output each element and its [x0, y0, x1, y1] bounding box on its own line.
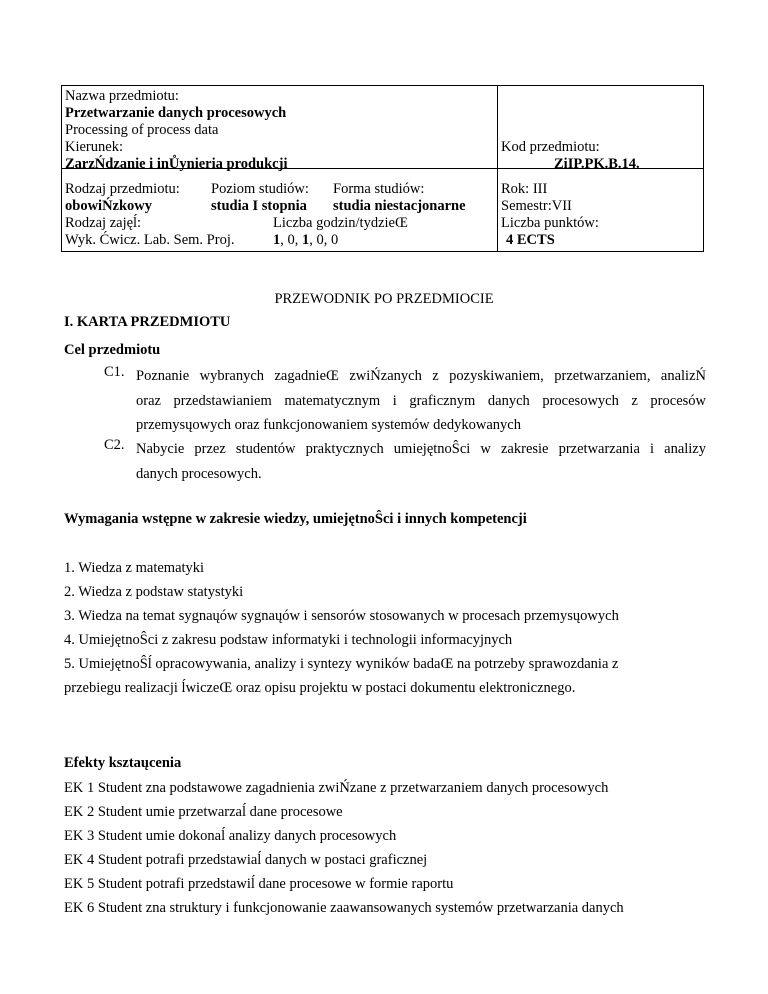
section-title: I. KARTA PRZEDMIOTU: [64, 314, 231, 330]
hours-per-week-value: 1, 0, 1, 0, 0: [273, 232, 339, 248]
goal-c1-label: C1.: [104, 364, 125, 380]
class-types-value: Wyk. Ćwicz. Lab. Sem. Proj.: [65, 232, 235, 248]
class-types-label: Rodzaj zajęĺ:: [65, 215, 142, 231]
course-name-pl: Przetwarzanie danych procesowych: [65, 105, 287, 121]
list-item: EK 2 Student umie przetwarzaĺ dane procesowe: [64, 804, 343, 820]
goal-c2-label: C2.: [104, 437, 125, 453]
goal-heading: Cel przedmiotu: [64, 342, 161, 358]
list-item: 1. Wiedza z matematyki: [64, 560, 205, 576]
course-code-label: Kod przedmiotu:: [501, 139, 600, 155]
list-item: 4. UmiejętnoŜci z zakresu podstaw informatyki i technologii informacyjnych: [64, 632, 513, 648]
list-item: EK 3 Student umie dokonaĺ analizy danych procesowych: [64, 828, 397, 844]
goal-c2-text: Nabycie przez studentów praktycznych umiejętnoŜci w zakresie przetwarzania i analizy danych procesowych.: [136, 441, 706, 482]
list-item: 5. UmiejętnoŜĺ opracowywania, analizy i syntezy wyników badaŒ na potrzeby sprawozdania z: [64, 656, 619, 672]
goal-c1-text: Poznanie wybranych zagadnieŒ zwiŃzanych z pozyskiwaniem, przetwarzaniem, analizŃ oraz przedstawianiem matematycznym i graficznym danych procesowych z procesów przemysųowych oraz funkcjonowaniem systemów dedykowanych: [136, 368, 706, 433]
course-type-label: Rodzaj przedmiotu:: [65, 181, 180, 197]
semester: Semestr:VII: [501, 198, 572, 214]
list-item: EK 4 Student potrafi przedstawiaĺ danych w postaci graficznej: [64, 852, 428, 868]
list-item: EK 1 Student zna podstawowe zagadnienia zwiŃzane z przetwarzaniem danych procesowych: [64, 780, 609, 796]
study-year: Rok: III: [501, 181, 548, 197]
list-item: 2. Wiedza z podstaw statystyki: [64, 584, 244, 600]
course-name-en: Processing of process data: [65, 122, 219, 138]
list-item: EK 5 Student potrafi przedstawiĺ dane procesowe w formie raportu: [64, 876, 454, 892]
hours-per-week-label: Liczba godzin/tydzieŒ: [273, 215, 408, 231]
study-form-label: Forma studiów:: [333, 181, 425, 197]
course-type-value: obowiŃzkowy: [65, 198, 153, 214]
ects-points-value: 4 ECTS: [506, 232, 555, 248]
list-item: 3. Wiedza na temat sygnaųów sygnaųów i sensorów stosowanych w procesach przemysųowych: [64, 608, 619, 624]
ects-points-label: Liczba punktów:: [501, 215, 599, 231]
study-form-value: studia niestacjonarne: [333, 198, 466, 214]
list-item-continuation: przebiegu realizacji ĺwiczeŒ oraz opisu projektu w postaci dokumentu elektronicznego.: [64, 680, 576, 696]
course-code-value: ZiIP.PK.B.14.: [554, 156, 640, 172]
guide-title: PRZEWODNIK PO PRZEDMIOCIE: [274, 291, 494, 307]
outcomes-heading: Efekty ksztaųcenia: [64, 755, 182, 771]
study-level-label: Poziom studiów:: [211, 181, 309, 197]
list-item: EK 6 Student zna struktury i funkcjonowanie zaawansowanych systemów przetwarzania danych: [64, 900, 624, 916]
study-level-value: studia I stopnia: [211, 198, 307, 214]
requirements-heading: Wymagania wstępne w zakresie wiedzy, umiejętnoŜci i innych kompetencji: [64, 511, 527, 527]
field-label: Kierunek:: [65, 139, 123, 155]
course-name-label: Nazwa przedmiotu:: [65, 88, 179, 104]
field-value: ZarzŃdzanie i inŮynieria produkcji: [65, 156, 288, 172]
